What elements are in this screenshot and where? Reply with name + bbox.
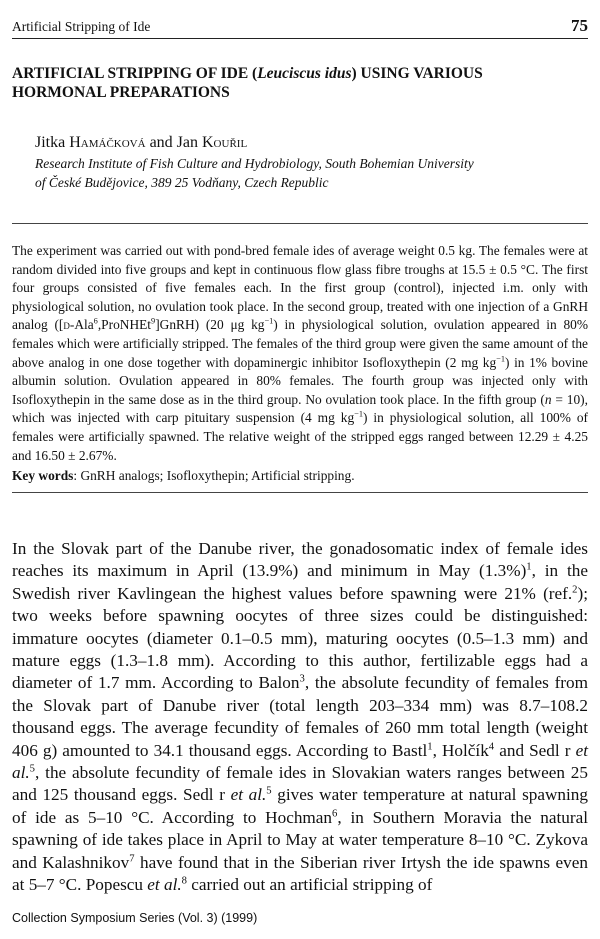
abstract-text-3: ,ProNHEt xyxy=(97,317,152,333)
page-number: 75 xyxy=(571,16,588,35)
abstract-text-4: ]GnRH) (20 μg kg xyxy=(155,317,265,333)
body-text: and Sedl r xyxy=(494,740,576,760)
abstract-sup: −1 xyxy=(264,316,274,326)
abstract-paragraph xyxy=(12,242,588,465)
abstract-text-2: -Ala xyxy=(69,317,94,333)
abstract-d-prefix: d xyxy=(63,317,70,333)
running-title: Artificial Stripping of Ide xyxy=(12,19,151,34)
body-text: , the absolute fecundity of female ides in Slovakian waters ranges between 25 and 125 thousand eggs. Sedl r xyxy=(12,763,588,805)
abstract-sup: −1 xyxy=(496,354,505,364)
abstract-text-6: ) in 1% bovine albumin solution. Ovulation appeared in 80% females. The fourth group was injected only with Isofloxythepin in the same dose as in the third group. No ovulation took place. In the fifth group ( xyxy=(12,354,588,407)
body-text: carried out an artificial stripping of xyxy=(187,875,433,895)
citation-ref: 5 xyxy=(29,763,35,775)
author2-last: Kouřil xyxy=(202,134,248,151)
body-text: , in the Swedish river Kavlingean the highest values before spawning were 21% (ref. xyxy=(12,561,588,603)
abstract-top-rule xyxy=(12,223,588,224)
abstract-text-5: ) in physiological solution, ovulation appeared in 80% females which were artificially stripped. The females of the third group were given the same amount of the above analog in one dose together with dopaminergic inhibitor Isofloxythepin (2 mg kg xyxy=(12,317,588,370)
affiliation-line-1: Research Institute of Fish Culture and Hydrobiology, South Bohemian University xyxy=(35,156,474,171)
abstract-text-1: The experiment was carried out with pond-bred female ides of average weight 0.5 kg. The females were at random divided into five groups and kept in continuous flow glass fibre troughs at 15.5 ± 0.5 °C. The first four groups consisted of five females each. In the first group (control), injected i.m. only with physiological solution, no ovulation took place. In the second group, treated with one injection of a GnRH analog ([ xyxy=(12,243,588,333)
title-species: Leuciscus idus xyxy=(257,65,352,82)
author2-first: Jan xyxy=(176,134,202,151)
citation-ref: 3 xyxy=(299,673,305,685)
citation-ref: 1 xyxy=(427,740,433,752)
title-part-1: ARTIFICIAL STRIPPING OF IDE ( xyxy=(12,65,258,82)
body-text: ); two weeks before spawning oocytes of three sizes could be distinguished: immature oocytes (diameter 0.1–0.5 mm), maturing oocytes (0.5–1.3 mm) and mature eggs (1.3–1.8 mm). According to this author, fertilizable eggs had a diameter of 1.7 mm. According to Balon xyxy=(12,583,588,693)
body-text: , the absolute fecundity of females from the Slovak part of Danube river (total length 203–334 mm) was 8.7–108.2 thousand eggs. The average fecundity of females of 260 mm total length (weight 406 g) amounted to 34.1 thousand eggs. According to Bastl xyxy=(12,673,588,760)
body-text: have found that in the Siberian river Irtysh the ide spawns even at 5–7 °C. Popescu xyxy=(12,852,588,895)
body-text: In the Slovak part of the Danube river, the gonadosomatic index of female ides reaches its maximum in April (13.9%) and minimum in May (1.3%) xyxy=(12,539,588,581)
abstract-bottom-rule xyxy=(12,492,588,493)
running-header xyxy=(12,16,588,39)
abstract-text-8: ) in physiological solution, all 100% of females were artificially spawned. The relative weight of the stripped eggs ranged between 12.29 ± 4.25 and 16.50 ± 2.67%. xyxy=(12,410,588,463)
citation-ref: 2 xyxy=(572,584,578,596)
author-conjunction: and xyxy=(145,134,177,151)
author1-last: Hamáčková xyxy=(69,134,146,151)
et-al: et al. xyxy=(147,875,182,895)
et-al: et al. xyxy=(230,785,267,805)
body-text: , in Southern Moravia the natural spawning of ide takes place in April to May at water temperature 8–10 °C. Zykova and Kalashnikov xyxy=(12,807,588,872)
body-text: gives water temperature at natural spawning of ide as 5–10 °C. According to Hochman xyxy=(12,785,588,827)
citation-ref: 7 xyxy=(129,852,135,864)
affiliation-line-2: of České Budějovice, 389 25 Vodňany, Czech Republic xyxy=(35,175,329,190)
author1-first: Jitka xyxy=(35,134,70,151)
citation-ref: 6 xyxy=(332,808,338,820)
body-text: , Holčík xyxy=(432,740,489,760)
et-al: et al. xyxy=(12,740,588,783)
abstract-n: n xyxy=(544,391,552,407)
citation-ref: 1 xyxy=(526,561,532,573)
body-paragraph xyxy=(12,538,588,897)
keywords xyxy=(12,467,588,485)
page-footer: Collection Symposium Series (Vol. 3) (1999) xyxy=(12,911,258,925)
keywords-label: Key words xyxy=(12,468,74,483)
citation-ref: 4 xyxy=(488,740,495,752)
author-line xyxy=(35,134,247,152)
article-title xyxy=(12,64,572,102)
citation-ref: 8 xyxy=(181,875,187,887)
title-part-2: ) USING VARIOUS HORMONAL PREPARATIONS xyxy=(12,65,483,101)
abstract-sup: −1 xyxy=(354,409,363,419)
citation-ref: 5 xyxy=(266,785,272,797)
keywords-text: : GnRH analogs; Isofloxythepin; Artificial stripping. xyxy=(73,468,355,483)
abstract-text-7: = 10), which was injected with carp pituitary suspension (4 mg kg xyxy=(12,391,588,426)
abstract-sup: 6 xyxy=(93,316,98,326)
abstract-sup: 9 xyxy=(151,316,156,326)
affiliation xyxy=(35,154,575,192)
